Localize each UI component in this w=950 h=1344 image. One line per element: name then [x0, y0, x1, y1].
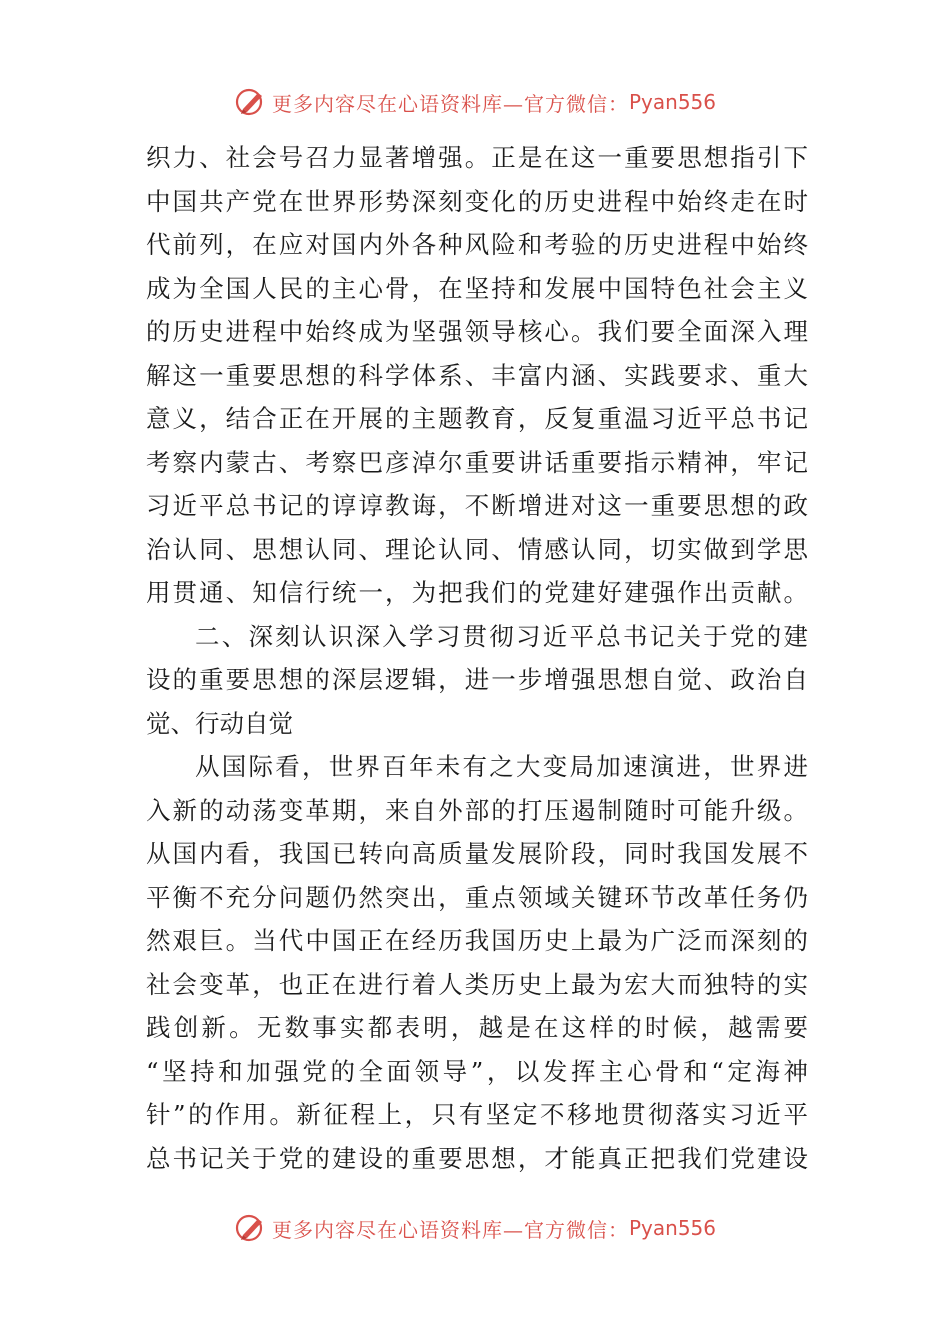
text-line: 解这一重要思想的科学体系、丰富内涵、实践要求、重大	[146, 360, 808, 390]
text-line: 意义，结合正在开展的主题教育，反复重温习近平总书记	[146, 404, 808, 433]
section-heading-line: 设的重要思想的深层逻辑，进一步增强思想自觉、政治自	[146, 665, 808, 694]
text-line: 平衡不充分问题仍然突出，重点领域关键环节改革任务仍	[146, 882, 808, 912]
section-heading-line: 二、深刻认识深入学习贯彻习近平总书记关于党的建	[195, 621, 808, 651]
text-line: 习近平总书记的谆谆教诲，不断增进对这一重要思想的政	[146, 491, 808, 520]
section-heading-line: 觉、行动自觉	[146, 708, 293, 738]
text-line: “坚持和加强党的全面领导”，以发挥主心骨和“定海神	[146, 1056, 808, 1086]
text-line: 总书记关于党的建设的重要思想，才能真正把我们党建设	[146, 1143, 808, 1173]
text-line: 考察内蒙古、考察巴彦淖尔重要讲话重要指示精神，牢记	[146, 447, 808, 477]
text-line: 成为全国人民的主心骨，在坚持和发展中国特色社会主义	[146, 273, 808, 303]
footer-watermark	[0, 1208, 950, 1248]
text-line: 入新的动荡变革期，来自外部的打压遏制随时可能升级。	[146, 795, 808, 825]
header-watermark-handle: Pyan556	[628, 90, 716, 114]
header-watermark-text: 更多内容尽在心语资料库—官方微信：	[271, 91, 629, 116]
text-line: 社会变革，也正在进行着人类历史上最为宏大而独特的实	[146, 969, 808, 999]
document-body	[146, 136, 808, 1180]
text-line: 治认同、思想认同、理论认同、情感认同，切实做到学思	[146, 534, 808, 564]
text-line: 织力、社会号召力显著增强。正是在这一重要思想指引下	[146, 143, 808, 172]
pen-logo-icon	[234, 1211, 268, 1245]
footer-watermark-text: 更多内容尽在心语资料库—官方微信：	[271, 1217, 629, 1242]
header-watermark	[0, 82, 950, 122]
footer-watermark-handle: Pyan556	[628, 1216, 716, 1240]
text-line: 践创新。无数事实都表明，越是在这样的时候，越需要	[146, 1013, 808, 1042]
text-line: 从国内看，我国已转向高质量发展阶段，同时我国发展不	[146, 839, 808, 868]
text-line: 从国际看，世界百年未有之大变局加速演进，世界进	[195, 752, 808, 781]
text-line: 针”的作用。新征程上，只有坚定不移地贯彻落实习近平	[146, 1100, 808, 1129]
text-line: 代前列，在应对国内外各种风险和考验的历史进程中始终	[146, 230, 808, 259]
text-line: 的历史进程中始终成为坚强领导核心。我们要全面深入理	[146, 317, 808, 346]
text-line: 然艰巨。当代中国正在经历我国历史上最为广泛而深刻的	[146, 926, 808, 955]
text-line: 用贯通、知信行统一，为把我们的党建好建强作出贡献。	[146, 578, 808, 607]
pen-logo-icon	[234, 85, 268, 119]
text-line: 中国共产党在世界形势深刻变化的历史进程中始终走在时	[146, 186, 808, 216]
